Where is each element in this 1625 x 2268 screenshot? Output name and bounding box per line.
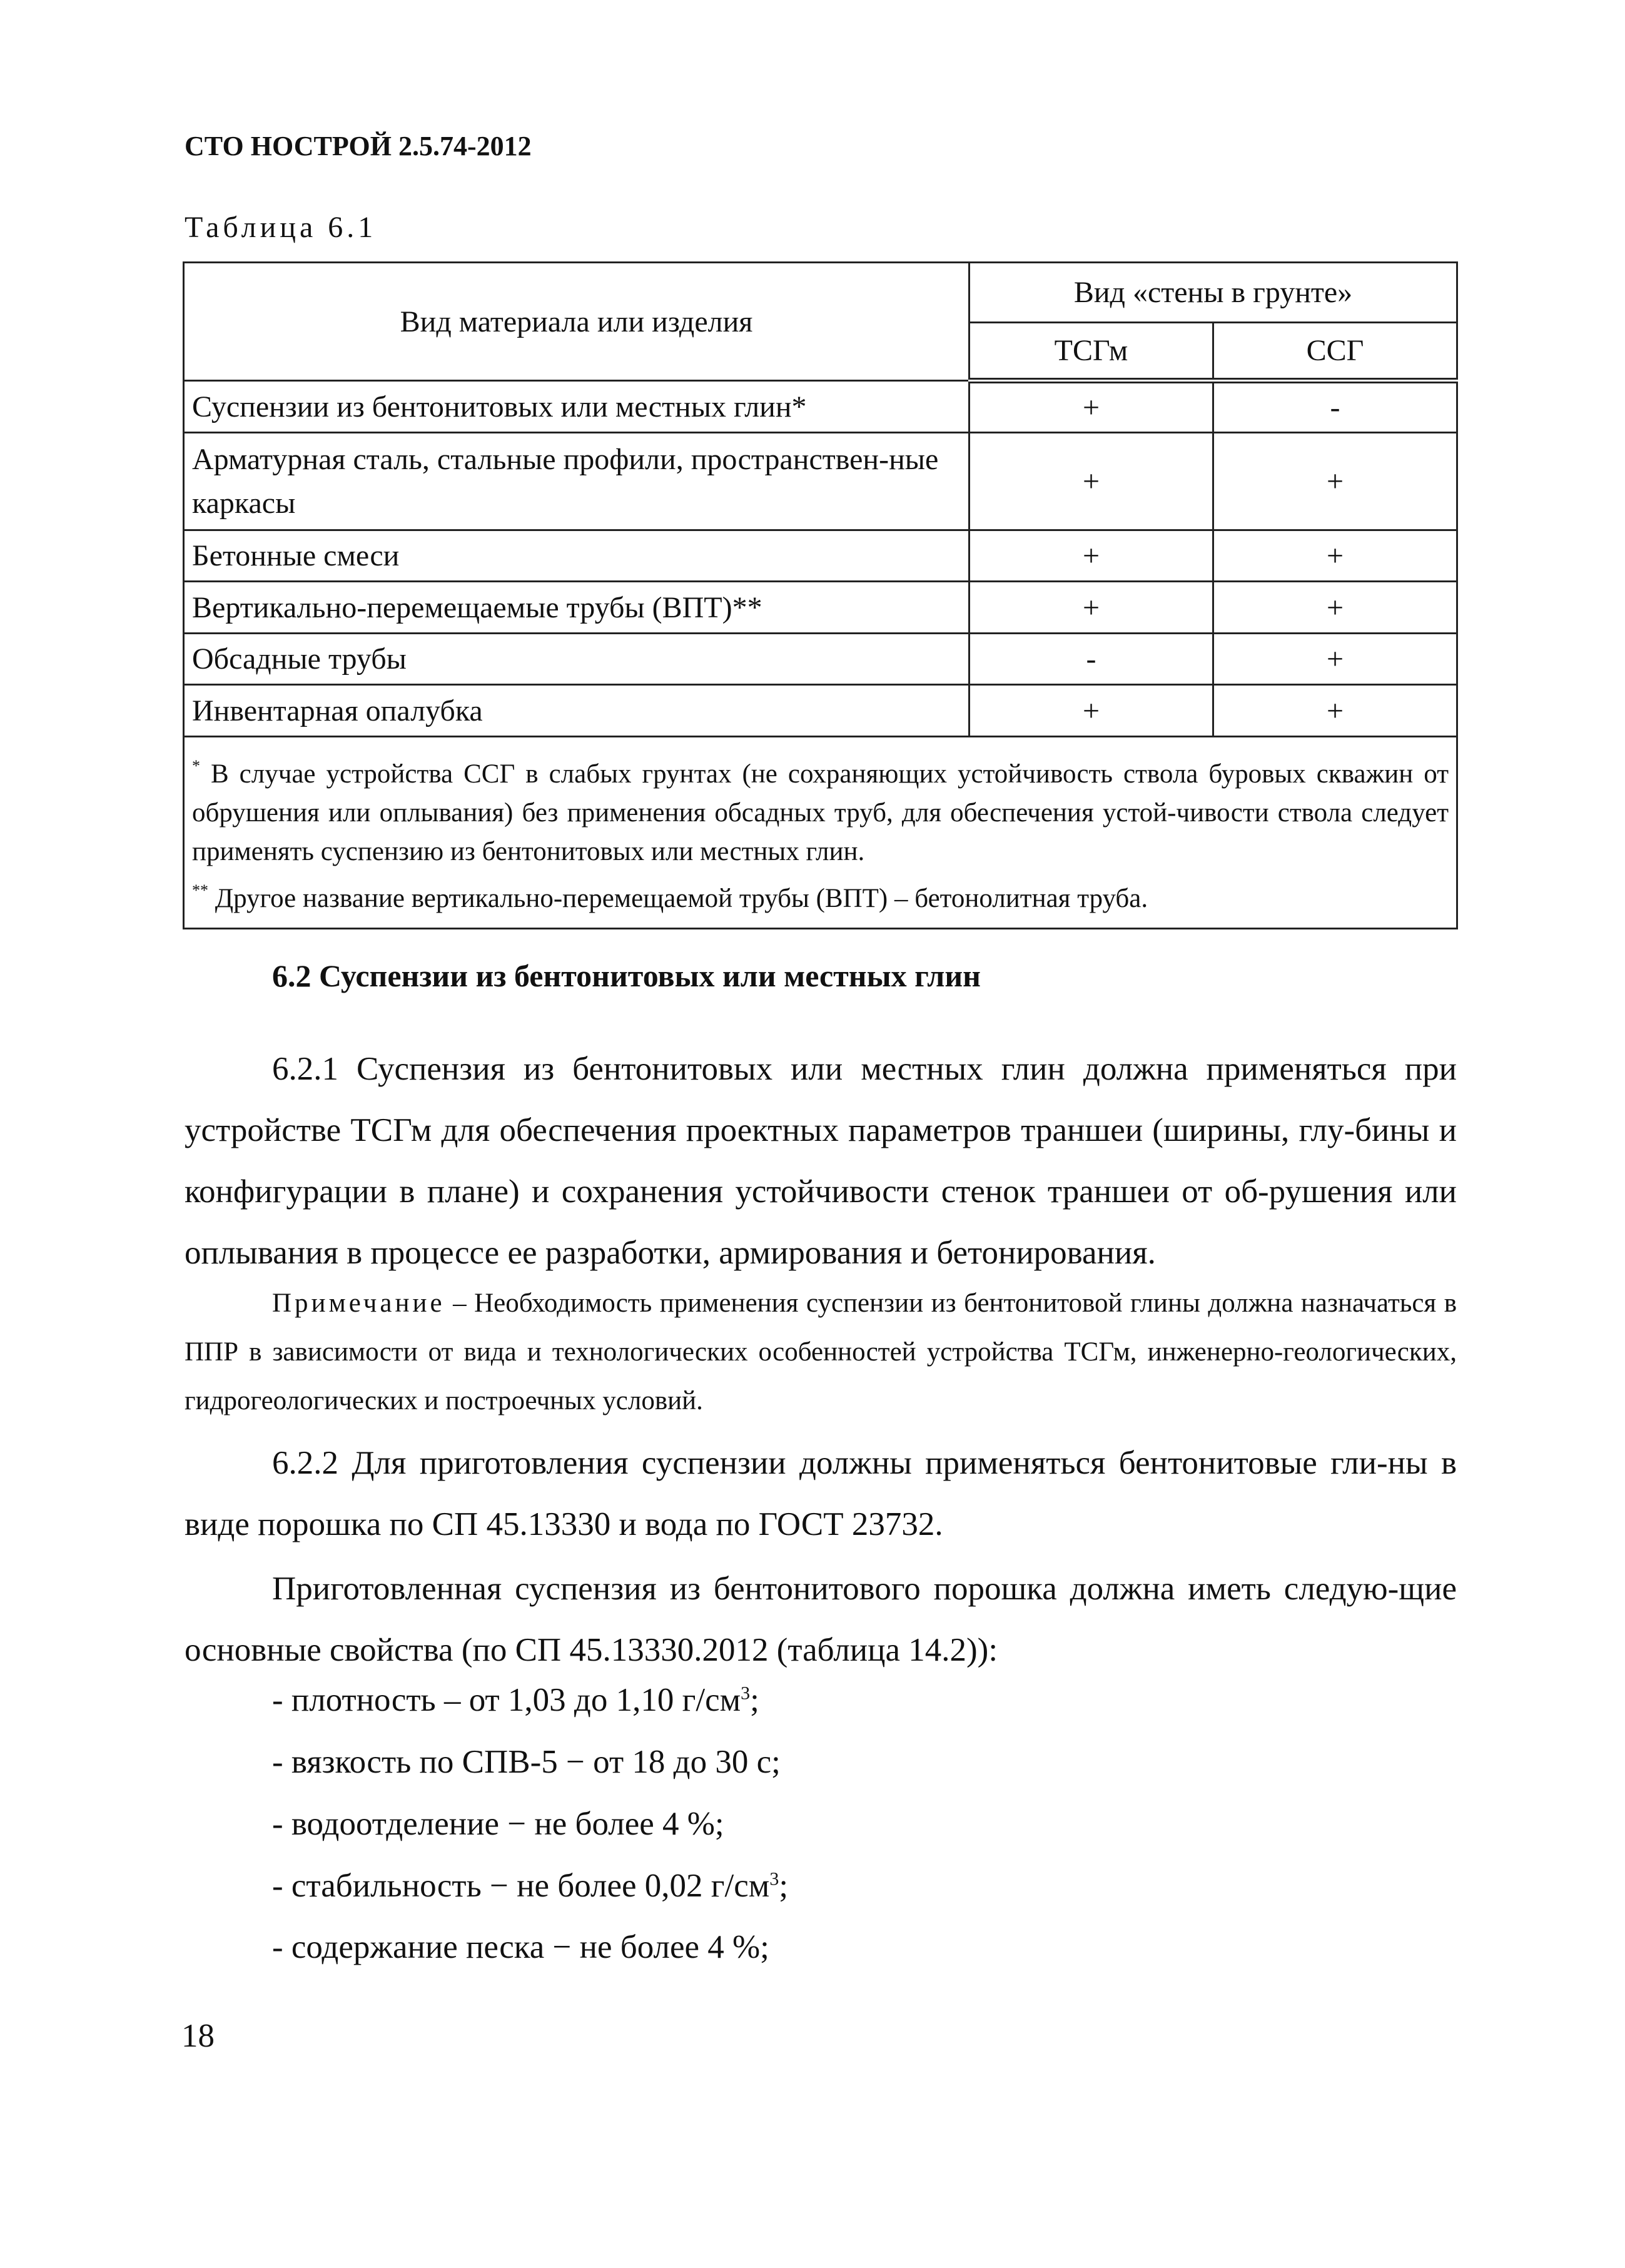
row-tsgm: +	[969, 685, 1213, 737]
footnote-2-mark: **	[192, 881, 208, 899]
footnote-1-mark: *	[192, 757, 200, 775]
list-item-water-separation: - водоотделение − не более 4 %;	[272, 1806, 724, 1842]
footnote-2-text: Другое название вертикально-перемещаемой трубы (ВПТ) – бетонолитная труба.	[215, 884, 1148, 913]
row-ssg: +	[1213, 582, 1457, 634]
row-tsgm: +	[969, 381, 1213, 433]
header-material: Вид материала или изделия	[184, 263, 969, 381]
header-tsgm: ТСГм	[969, 323, 1213, 381]
footnote-2	[192, 871, 1449, 918]
page-number: 18	[181, 2018, 215, 2054]
row-tsgm: +	[969, 582, 1213, 634]
paragraph-properties: Приготовленная суспензия из бентонитового порошка должна иметь следую-щие основные свойства (по СП 45.13330.2012 (таблица 14.2)):	[185, 1571, 1457, 1668]
row-material: Вертикально-перемещаемые трубы (ВПТ)**	[184, 582, 969, 634]
row-ssg: +	[1213, 685, 1457, 737]
row-material: Обсадные трубы	[184, 634, 969, 685]
row-ssg: -	[1213, 381, 1457, 433]
list-item-sand-content: - содержание песка − не более 4 %;	[272, 1929, 769, 1965]
section-heading: 6.2 Суспензии из бентонитовых или местных глин	[272, 958, 981, 993]
materials-table	[183, 261, 1458, 929]
row-material: Суспензии из бентонитовых или местных глин*	[184, 381, 969, 433]
list-item-viscosity: - вязкость по СПВ-5 − от 18 до 30 с;	[272, 1744, 781, 1780]
note-block	[185, 1279, 1457, 1425]
table-footnotes	[184, 737, 1457, 929]
row-material: Инвентарная опалубка	[184, 685, 969, 737]
row-tsgm: +	[969, 530, 1213, 582]
list-item-stability: - стабильность − не более 0,02 $г/см^3$;	[272, 1868, 789, 1904]
table-row	[184, 634, 1457, 685]
table-row	[184, 381, 1457, 433]
note-label: Примечание	[272, 1288, 445, 1318]
paragraph-6-2-1: 6.2.1 Суспензия из бентонитовых или местных глин должна применяться при устройстве ТСГм для обеспечения проектных параметров траншеи (ширины, глу-бины и конфигурации в плане) и сохранения устойчивости стенок траншеи от об-рушения или оплывания в процессе ее разработки, армирования и бетонирования.	[185, 1051, 1457, 1271]
header-ssg: ССГ	[1213, 323, 1457, 381]
row-tsgm: +	[969, 433, 1213, 530]
row-ssg: +	[1213, 433, 1457, 530]
table-row	[184, 530, 1457, 582]
document-header: СТО НОСТРОЙ 2.5.74-2012	[185, 131, 532, 161]
table-caption: Таблица 6.1	[185, 211, 377, 244]
row-ssg: +	[1213, 634, 1457, 685]
table-row	[184, 433, 1457, 530]
footnote-1-text: В случае устройства ССГ в слабых грунтах (не сохраняющих устойчивость ствола буровых скважин от обрушения или оплывания) без применения обсадных труб, для обеспечения устой-чивости ствола следует применять суспензию из бентонитовых или местных глин.	[192, 759, 1449, 866]
row-material: Арматурная сталь, стальные профили, пространствен-ные каркасы	[184, 433, 969, 530]
paragraph-6-2-2: 6.2.2 Для приготовления суспензии должны применяться бентонитовые гли-ны в виде порошка по СП 45.13330 и вода по ГОСТ 23732.	[185, 1445, 1457, 1542]
header-wall-type: Вид «стены в грунте»	[969, 263, 1457, 323]
row-ssg: +	[1213, 530, 1457, 582]
list-item-density: - плотность – от 1,03 до 1,10 $г/см^3$;	[272, 1682, 759, 1718]
footnote-1	[192, 747, 1449, 871]
row-material: Бетонные смеси	[184, 530, 969, 582]
note-text: – Необходимость применения суспензии из бентонитовой глины должна назначаться в ППР в зависимости от вида и технологических особенностей устройства ТСГм, инженерно-геологических, гидрогеологических и построечных условий.	[185, 1288, 1457, 1415]
table-row	[184, 685, 1457, 737]
table-row	[184, 582, 1457, 634]
row-tsgm: -	[969, 634, 1213, 685]
